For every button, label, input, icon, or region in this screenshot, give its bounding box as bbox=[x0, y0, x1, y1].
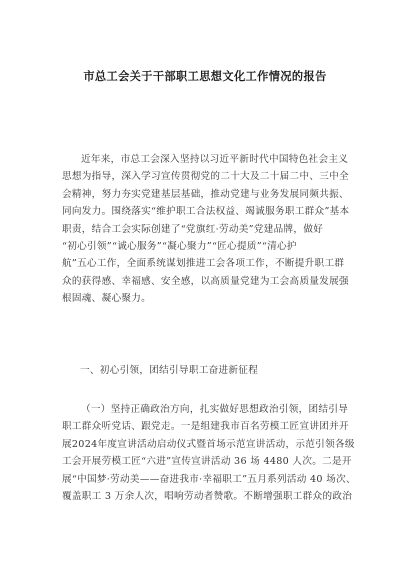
paragraph-line: 同向发力。围绕落实“维护职工合法权益、竭诚服务职工群众”基本 bbox=[62, 206, 350, 218]
paragraph-line: 众的获得感、幸福感、安全感，以高质量党建为工会高质量发展强 bbox=[62, 275, 349, 287]
paragraph-line: 思想为指导，深入学习宣传贯彻党的二十大及二十届二中、三中全 bbox=[62, 171, 349, 183]
paragraph-line: 职责，结合工会实际创建了“党旗红·劳动美”党建品牌，做好 bbox=[62, 223, 324, 235]
paragraph-line: 会精神，努力夯实党建基层基础，推动党建与业务发展同频共振、 bbox=[62, 188, 349, 200]
paragraph-line: （一）坚持正确政治方向，扎实做好思想政治引领，团结引导 bbox=[81, 404, 349, 415]
paragraph-line: 近年来，市总工会深入坚持以习近平新时代中国特色社会主义 bbox=[81, 154, 349, 165]
paragraph-line: 航”五心工作，全面系统谋划推进工会各项工作，不断提升职工群 bbox=[62, 258, 345, 270]
intro-paragraph bbox=[62, 151, 362, 308]
section-heading: 一、初心引领，团结引导职工奋进新征程 bbox=[80, 365, 259, 376]
section1-paragraph bbox=[62, 401, 362, 505]
document-title: 市总工会关于干部职工思想文化工作情况的报告 bbox=[83, 69, 327, 83]
paragraph-line: 展“中国梦·劳动美——奋进我市·幸福职工”五月系列活动 40 场次、 bbox=[62, 473, 356, 485]
paragraph-line: 覆盖职工 3 万余人次，唱响劳动者赞歌。不断增强职工群众的政治 bbox=[62, 491, 353, 503]
paragraph-line: 展2024年度宣讲活动启动仪式暨首场示范宣讲活动，示范引领各级 bbox=[62, 438, 355, 450]
paragraph-line: 工会开展劳模工匠“六进”宣传宣讲活动 36 场 4480 人次。二是开 bbox=[62, 456, 352, 468]
paragraph-line: “初心引领”“诚心服务”“凝心聚力”“匠心提质”“清心护 bbox=[62, 241, 297, 253]
paragraph-line: 根固魂、凝心聚力。 bbox=[62, 293, 152, 305]
paragraph-line: 职工群众听党话、跟党走。一是组建我市百名劳模工匠宣讲团并开 bbox=[62, 421, 349, 433]
